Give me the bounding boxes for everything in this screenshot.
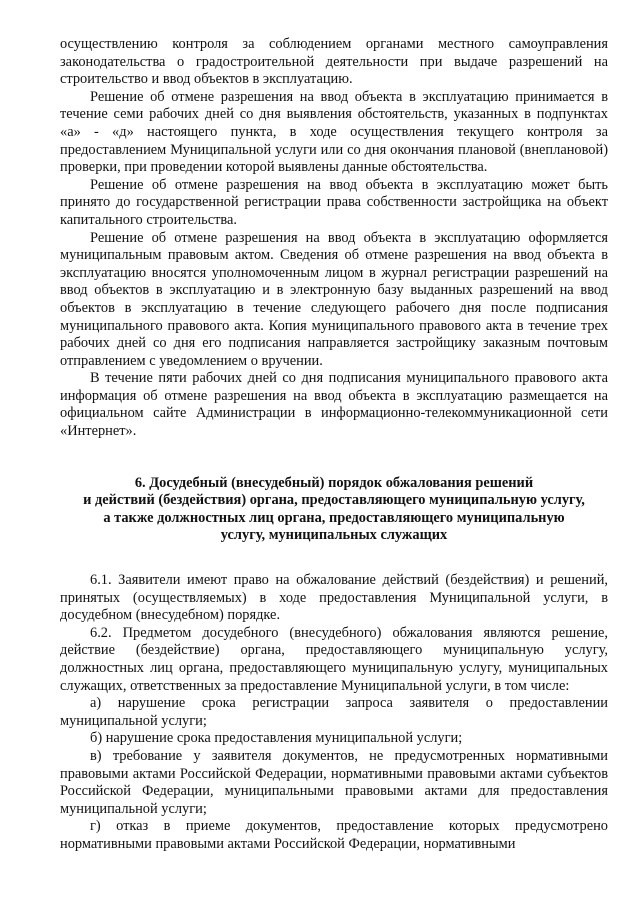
paragraph-cancel-decision-term: Решение об отмене разрешения на ввод объекта в эксплуатацию принимается в течение семи рабочих дней со дня выявления обстоятельств, указанных в подпунктах «а» - «д» настоящего пункта, в ходе осуществления текущего контроля за предоставлением Муниципальной услуги или со дня окончания плановой (внеплановой) проверки, при проведении которой выявлены данные обстоятельства. (60, 88, 608, 176)
heading-line: а также должностных лиц органа, предоставляющего муниципальную (103, 509, 565, 526)
heading-line: 6. Досудебный (внесудебный) порядок обжалования решений (134, 474, 534, 491)
paragraph-cancel-before-registration: Решение об отмене разрешения на ввод объекта в эксплуатацию может быть принято до государственной регистрации права собственности застройщика на объект капитального строительства. (60, 176, 608, 228)
paragraph-6-2: 6.2. Предметом досудебного (внесудебного) обжалования являются решение, действие (бездействие) органа, предоставляющего муниципальную услугу, должностных лиц органа, предоставляющего муниципальную услугу, муниципальных служащих, ответственных за предоставление Муниципальной услуги, в том числе: (60, 624, 608, 694)
paragraph-6-1: 6.1. Заявители имеют право на обжалование действий (бездействия) и решений, принятых (осуществляемых) в ходе предоставления Муниципальной услуги, в досудебном (внесудебном) порядке. (60, 572, 608, 624)
list-item-a: а) нарушение срока регистрации запроса заявителя о предоставлении муниципальной услуги; (60, 695, 608, 729)
heading-line: услугу, муниципальных служащих (220, 527, 448, 544)
section-6-heading (60, 475, 608, 545)
list-item-b: б) нарушение срока предоставления муниципальной услуги; (90, 730, 463, 747)
list-item-v: в) требование у заявителя документов, не предусмотренных нормативными правовыми актами Российской Федерации, нормативными правовыми актами субъектов Российской Федерации, муниципальными правовыми актами для предоставления муниципальной услуги; (60, 747, 608, 817)
paragraph-publication: В течение пяти рабочих дней со дня подписания муниципального правового акта информация об отмене разрешения на ввод объекта в эксплуатацию размещается на официальном сайте Администрации в информационно-телекоммуникационной сети «Интернет». (60, 370, 608, 440)
document-page (60, 36, 608, 854)
paragraph-cancel-formalization: Решение об отмене разрешения на ввод объекта в эксплуатацию оформляется муниципальным правовым актом. Сведения об отмене разрешения на ввод объекта в эксплуатацию вносятся уполномоченным лицом в журнал регистрации разрешений на ввод объектов в эксплуатацию и в электронную базу выданных разрешений на ввод объектов в эксплуатацию в течение следующего рабочего дня после подписания муниципального правового акта. Копия муниципального правового акта в течение трех рабочих дней со дня его подписания направляется застройщику заказным почтовым отправлением с уведомлением о вручении. (60, 229, 608, 369)
list-item-g: г) отказ в приеме документов, предоставление которых предусмотрено нормативными правовыми актами Российской Федерации, нормативными (60, 818, 608, 852)
heading-line: и действий (бездействия) органа, предоставляющего муниципальную услугу, (83, 492, 585, 509)
paragraph-continuation: осуществлению контроля за соблюдением органами местного самоуправления законодательства о градостроительной деятельности при выдаче разрешений на строительство и ввод объектов в эксплуатацию. (60, 36, 608, 88)
